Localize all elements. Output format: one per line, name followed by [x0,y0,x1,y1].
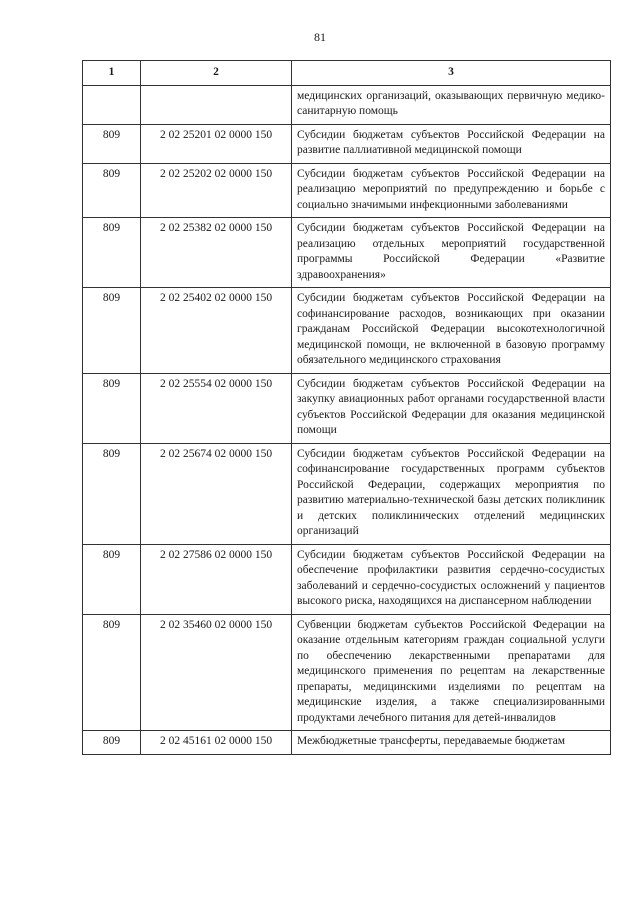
description-cell: медицинских организаций, оказывающих первичную медико-санитарную помощь [292,85,611,124]
admin-code-cell: 809 [83,163,141,218]
kbk-cell: 2 02 25202 02 0000 150 [141,163,292,218]
kbk-cell: 2 02 35460 02 0000 150 [141,614,292,731]
column-header-1: 1 [83,61,141,86]
kbk-cell: 2 02 25674 02 0000 150 [141,443,292,544]
description-cell: Субсидии бюджетам субъектов Российской Федерации на софинансирование государственных программ субъектов Российской Федерации, содержащих мероприятия по развитию материально-технической базы детских поликлиник и детских поликлинических отделений медицинских организаций [292,443,611,544]
admin-code-cell: 809 [83,731,141,755]
table-row [83,288,611,374]
description-cell: Субсидии бюджетам субъектов Российской Федерации на развитие паллиативной медицинской помощи [292,124,611,163]
table-header-row [83,61,611,86]
description-cell: Субсидии бюджетам субъектов Российской Федерации на софинансирование расходов, возникающих при оказании гражданам Российской Федерации высокотехнологичной медицинской помощи, не включенной в базовую программу обязательного медицинского страхования [292,288,611,374]
description-cell: Субсидии бюджетам субъектов Российской Федерации на реализацию отдельных мероприятий государственной программы Российской Федерации «Развитие здравоохранения» [292,218,611,288]
table-row [83,614,611,731]
kbk-cell: 2 02 25382 02 0000 150 [141,218,292,288]
admin-code-cell [83,85,141,124]
column-header-3: 3 [292,61,611,86]
kbk-cell: 2 02 25554 02 0000 150 [141,373,292,443]
admin-code-cell: 809 [83,614,141,731]
description-cell: Субсидии бюджетам субъектов Российской Федерации на реализацию мероприятий по предупреждению и борьбе с социально значимыми инфекционными заболеваниями [292,163,611,218]
kbk-cell: 2 02 45161 02 0000 150 [141,731,292,755]
admin-code-cell: 809 [83,218,141,288]
table-row-continuation [83,85,611,124]
table-row [83,124,611,163]
description-cell: Межбюджетные трансферты, передаваемые бюджетам [292,731,611,755]
kbk-cell [141,85,292,124]
budget-classification-table [82,60,611,755]
admin-code-cell: 809 [83,124,141,163]
kbk-cell: 2 02 25201 02 0000 150 [141,124,292,163]
table-row [83,443,611,544]
description-cell: Субсидии бюджетам субъектов Российской Федерации на закупку авиационных работ органами государственной власти субъектов Российской Федерации для оказания медицинской помощи [292,373,611,443]
admin-code-cell: 809 [83,443,141,544]
admin-code-cell: 809 [83,373,141,443]
table-row [83,373,611,443]
column-header-2: 2 [141,61,292,86]
kbk-cell: 2 02 25402 02 0000 150 [141,288,292,374]
admin-code-cell: 809 [83,544,141,614]
description-cell: Субсидии бюджетам субъектов Российской Федерации на обеспечение профилактики развития сердечно-сосудистых заболеваний и сердечно-сосудистых осложнений у пациентов высокого риска, находящихся на диспансерном наблюдении [292,544,611,614]
table-row [83,163,611,218]
admin-code-cell: 809 [83,288,141,374]
table-row [83,218,611,288]
description-cell: Субвенции бюджетам субъектов Российской Федерации на оказание отдельным категориям граждан социальной услуги по обеспечению лекарственными препаратами для медицинского применения по рецептам на лекарственные препараты, медицинскими изделиями по рецептам на медицинские изделия, а также специализированными продуктами лечебного питания для детей-инвалидов [292,614,611,731]
table-row [83,731,611,755]
kbk-cell: 2 02 27586 02 0000 150 [141,544,292,614]
table-row [83,544,611,614]
page-number: 81 [314,30,326,44]
